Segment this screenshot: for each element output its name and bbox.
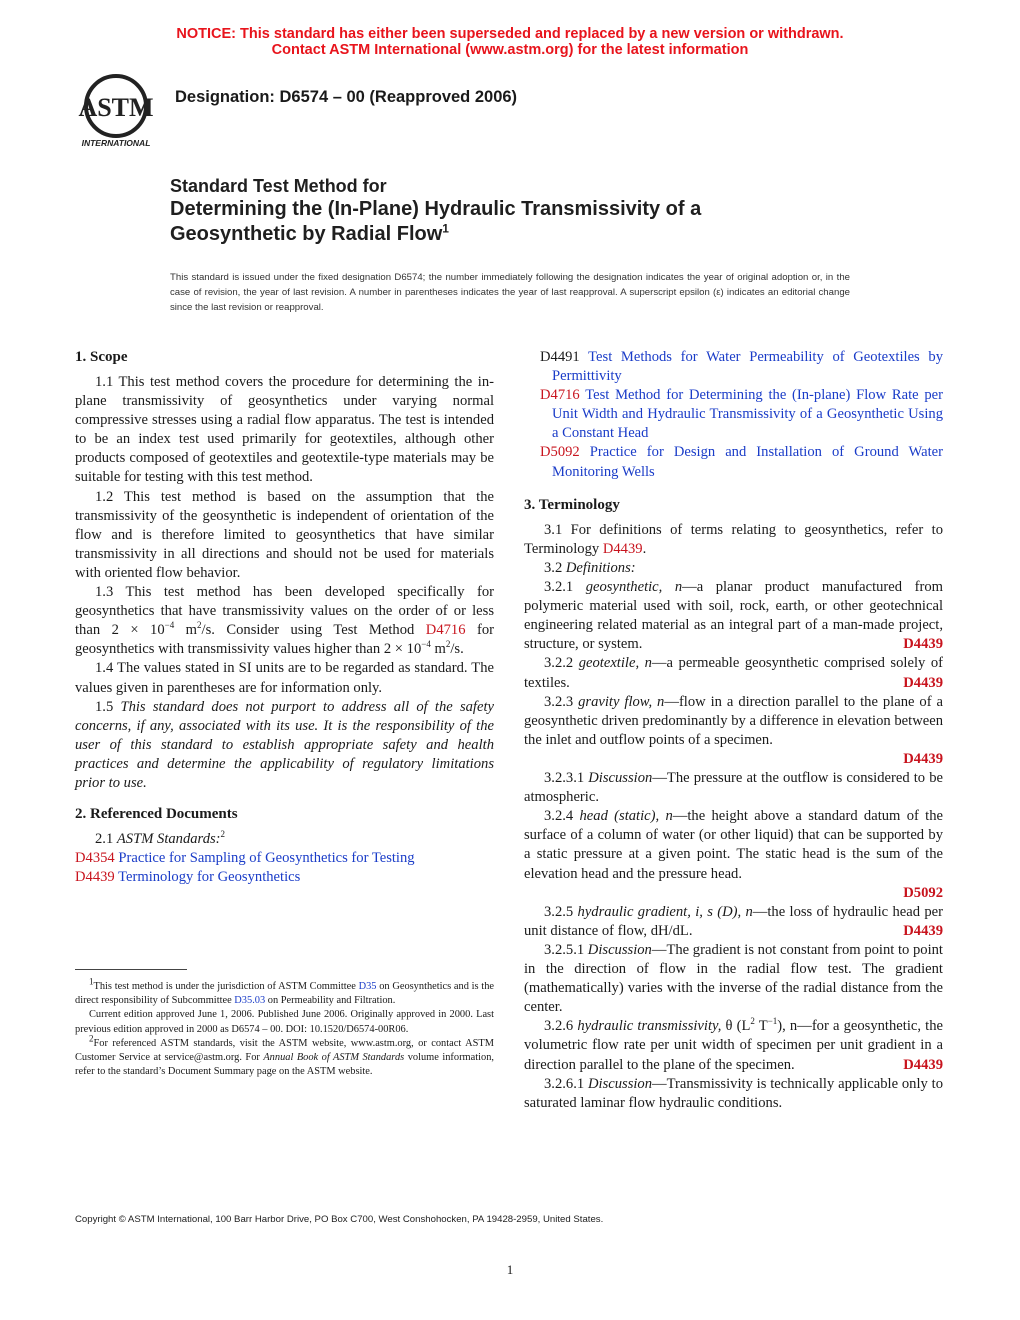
designation: Designation: D6574 – 00 (Reapproved 2006) bbox=[175, 88, 518, 106]
notice-line-1: NOTICE: This standard has either been superseded and replaced by a new version or withdrawn. bbox=[176, 26, 844, 42]
footnote-2: $^2$For referenced ASTM standards, visit the ASTM website, www.astm.org, or contact ASTM Customer Service at service@astm.org. For Annual Book of ASTM Standards volume information, refer to the standard’s Document Summary page on the ASTM website. bbox=[75, 1033, 494, 1078]
ref-tag-d4439[interactable]: D4439 bbox=[903, 636, 943, 653]
page-number: 1 bbox=[506, 1262, 514, 1277]
notice-line-2: Contact ASTM International (www.astm.org) for the latest information bbox=[271, 42, 749, 58]
ref-tag-d4439[interactable]: D4439 bbox=[903, 750, 943, 767]
ref-d4354[interactable]: D4354 Practice for Sampling of Geosynthetics for Testing bbox=[75, 850, 415, 867]
footnote-rule bbox=[75, 969, 187, 970]
ref-tag-d5092[interactable]: D5092 bbox=[903, 884, 943, 901]
referenced-documents-heading: 2. Referenced Documents bbox=[75, 806, 238, 823]
left-column bbox=[75, 348, 494, 887]
title-line-1: Standard Test Method for bbox=[170, 176, 387, 196]
ref-d5092[interactable]: D5092 Practice for Design and Installation of Ground Water Monitoring Wells bbox=[540, 444, 943, 480]
title-line-2: Determining the (In-Plane) Hydraulic Transmissivity of a bbox=[170, 198, 702, 220]
section-3-1: 3.1 For definitions of terms relating to geosynthetics, refer to Terminology D4439. bbox=[524, 521, 943, 557]
definition-hydraulic-transmissivity: 3.2.6 hydraulic transmissivity, θ ($L^2$ $T^{-1}$), n—for a geosynthetic, the volumetric flow rate per unit width of specimen per unit gradient in a direction parallel to the plane of the specimen. bbox=[524, 1016, 943, 1073]
ref-d4491[interactable]: D4491 Test Methods for Water Permeability of Geotextiles by Permittivity bbox=[540, 349, 943, 385]
section-1-4: 1.4 The values stated in SI units are to be regarded as standard. The values given in parentheses are for information only. bbox=[75, 660, 494, 696]
section-1-1: 1.1 This test method covers the procedure for determining the in-plane transmissivity of geosynthetics under varying normal compressive stresses using a radial flow apparatus. The test is intended to be an index test used primarily for geotextiles, although other products composed of geotextiles and geotextile-type materials may be suitable for testing with this test method. bbox=[75, 374, 494, 486]
definition-geosynthetic: 3.2.1 geosynthetic, n—a planar product manufactured from polymeric material used with soil, rock, earth, or other geotechnical engineering related material as an integral part of a man-made project, structure, or system. bbox=[524, 578, 943, 653]
scope-heading: 1. Scope bbox=[75, 349, 128, 365]
ref-tag-d4439[interactable]: D4439 bbox=[903, 922, 943, 939]
footnote-1-edition: Current edition approved June 1, 2006. Published June 2006. Originally approved in 2000. Last previous edition approved in 2000 as D6574 – 00. DOI: 10.1520/D6574-00R06. bbox=[75, 1009, 494, 1035]
title-footnote-mark: 1 bbox=[442, 221, 449, 236]
astm-logo-icon bbox=[70, 70, 166, 152]
issuance-note: This standard is issued under the fixed designation D6574; the number immediately following the designation indicates the year of original adoption or, in the case of revision, the year of last revision. A number in parentheses indicates the year of last reapproval. A superscript epsilon (ε) indicates an editorial change since the last revision or reapproval. bbox=[170, 272, 850, 313]
link-d4716[interactable]: D4716 bbox=[425, 622, 466, 639]
document-title bbox=[170, 175, 930, 247]
link-d35-03[interactable]: D35.03 bbox=[234, 995, 266, 1007]
discussion-3-2-3-1: 3.2.3.1 Discussion—The pressure at the outflow is considered to be atmospheric. bbox=[524, 770, 943, 806]
definition-geotextile: 3.2.2 geotextile, n—a permeable geosynthetic comprised solely of textiles. bbox=[524, 655, 943, 691]
ref-d4716[interactable]: D4716 Test Method for Determining the (In-plane) Flow Rate per Unit Width and Hydraulic Transmissivity of a Geosynthetic Using a Constant Head bbox=[540, 387, 943, 442]
right-column bbox=[524, 348, 943, 1113]
ref-tag-d4439[interactable]: D4439 bbox=[903, 674, 943, 691]
discussion-3-2-5-1: 3.2.5.1 Discussion—The gradient is not constant from point to point in the direction of flow in the radial flow test. The gradient (mathematically) varies with the inverse of the radial distance from the center. bbox=[524, 942, 943, 1016]
section-3-2: 3.2 Definitions: bbox=[544, 559, 636, 576]
copyright: Copyright © ASTM International, 100 Barr Harbor Drive, PO Box C700, West Conshohocken, PA 19428-2959, United States. bbox=[75, 1214, 604, 1225]
link-d4439[interactable]: D4439 bbox=[602, 540, 643, 557]
section-1-5: 1.5 This standard does not purport to address all of the safety concerns, if any, associated with its use. It is the responsibility of the user of this standard to establish appropriate safety and health practices and determine the applicability of regulatory limitations prior to use. bbox=[75, 698, 494, 791]
ref-tag-d4439[interactable]: D4439 bbox=[903, 1056, 943, 1073]
section-2-1: 2.1 ASTM Standards:$^2$ bbox=[95, 829, 226, 848]
definition-gravity-flow: 3.2.3 gravity flow, n—flow in a direction parallel to the plane of a geosynthetic driven predominantly by a difference in elevation between the inlet and outflow points of a specimen. bbox=[524, 693, 943, 748]
withdrawn-notice bbox=[0, 26, 1020, 58]
section-1-3: 1.3 This test method has been developed specifically for geosynthetics that have transmissivity values on the order of or less than $2 \times 10^{-4}$ $m^2/s$. Consider using Test Method D4716 for geosynthetics with transmissivity values higher than $2 \times 10^{-4}$ $m^2/s$. bbox=[75, 584, 494, 658]
definition-head-static: 3.2.4 head (static), n—the height above a standard datum of the surface of a column of water (or other liquid) that can be supported by a static pressure at a given point. The static head is the sum of the elevation head and the pressure head. bbox=[524, 808, 944, 882]
logo-subtext: INTERNATIONAL bbox=[81, 138, 151, 148]
discussion-3-2-6-1: 3.2.6.1 Discussion—Transmissivity is technically applicable only to saturated laminar flow hydraulic conditions. bbox=[524, 1075, 944, 1111]
definition-hydraulic-gradient: 3.2.5 hydraulic gradient, i, s (D), n—the loss of hydraulic head per unit distance of flow, dH/dL. bbox=[524, 903, 943, 939]
section-1-2: 1.2 This test method is based on the assumption that the transmissivity of the geosynthetic is independent of orientation of the flow and is therefore limited to geosynthetics that have similar transmissivity in all directions and should not be used for materials with oriented flow behavior. bbox=[75, 488, 494, 581]
link-d35[interactable]: D35 bbox=[358, 981, 377, 992]
terminology-heading: 3. Terminology bbox=[524, 496, 620, 513]
ref-d4439[interactable]: D4439 Terminology for Geosynthetics bbox=[75, 869, 301, 886]
footnote-1: $^1$This test method is under the jurisdiction of ASTM Committee D35 on Geosynthetics and is the direct responsibility of Subcommittee D35.03 on Permeability and Filtration. bbox=[75, 976, 494, 1007]
footnotes bbox=[75, 976, 494, 1079]
title-line-3: Geosynthetic by Radial Flow bbox=[170, 223, 443, 245]
logo-text: ASTM bbox=[78, 93, 154, 122]
